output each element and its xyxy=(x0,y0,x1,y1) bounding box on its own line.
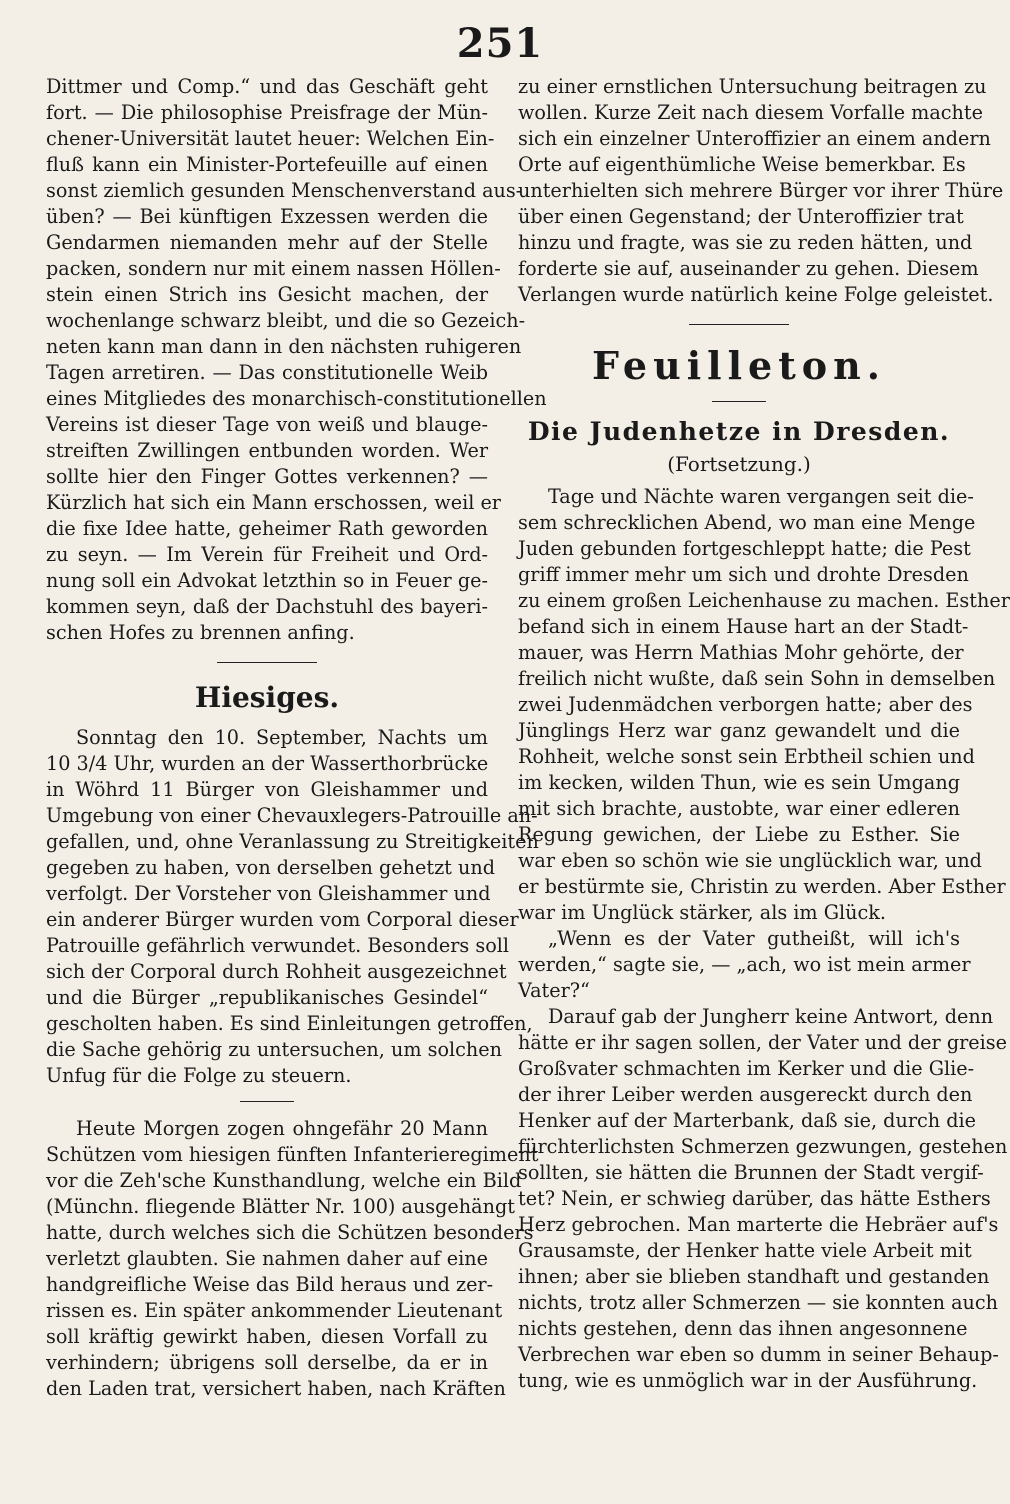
text-line: verletzt glaubten. Sie nahmen daher auf eine xyxy=(46,1247,488,1270)
text-line: nichts, trotz aller Schmerzen — sie konnten auch xyxy=(518,1291,998,1314)
text-line: chener-Universität lautet heuer: Welchen Ein- xyxy=(46,127,495,150)
text-line: sich der Corporal durch Rohheit ausgezeichnet xyxy=(46,960,507,983)
text-line: Darauf gab der Jungherr keine Antwort, denn xyxy=(548,1005,994,1028)
left-paragraph-1 xyxy=(46,74,547,646)
text-line: Jünglings Herz war ganz gewandelt und die xyxy=(518,719,960,742)
text-line: freilich nicht wußte, daß sein Sohn in demselben xyxy=(518,667,996,690)
text-line: üben? — Bei künftigen Exzessen werden die xyxy=(46,205,488,228)
text-line: zwei Judenmädchen verborgen hatte; aber des xyxy=(518,693,973,716)
text-line: Patrouille gefährlich verwundet. Besonders soll xyxy=(46,934,510,957)
text-line: wollen. Kurze Zeit nach diesem Vorfalle machte xyxy=(518,101,983,124)
text-line: hätte er ihr sagen sollen, der Vater und der greise xyxy=(518,1031,1007,1054)
section-heading-hiesiges: Hiesiges. xyxy=(194,681,340,714)
text-line: schen Hofes zu brennen anfing. xyxy=(46,621,355,644)
text-line: Verlangen wurde natürlich keine Folge geleistet. xyxy=(518,283,994,306)
text-line: die fixe Idee hatte, geheimer Rath geworden xyxy=(46,517,488,540)
left-paragraph-3 xyxy=(46,1116,539,1402)
left-column xyxy=(46,74,547,1402)
text-line: Vater?“ xyxy=(518,979,590,1002)
text-line: die Sache gehörig zu untersuchen, um solchen xyxy=(46,1038,502,1061)
text-line: sollte hier den Finger Gottes verkennen? — xyxy=(46,465,488,488)
text-line: tet? Nein, er schwieg darüber, das hätte Esthers xyxy=(518,1187,991,1210)
text-line: Juden gebunden fortgeschleppt hatte; die Pest xyxy=(518,537,971,560)
text-line: sollten, sie hätten die Brunnen der Stadt vergif- xyxy=(518,1161,984,1184)
text-line: gescholten haben. Es sind Einleitungen getroffen, xyxy=(46,1012,533,1035)
text-line: vor die Zeh'sche Kunsthandlung, welche ein Bild xyxy=(46,1169,522,1192)
text-line: packen, sondern nur mit einem nassen Höllen- xyxy=(46,257,501,280)
text-line: Schützen vom hiesigen fünften Infanterieregiment xyxy=(46,1143,539,1166)
text-line: Gendarmen niemanden mehr auf der Stelle xyxy=(46,231,488,254)
right-paragraph-4 xyxy=(518,1004,1008,1394)
text-line: Tage und Nächte waren vergangen seit die- xyxy=(548,485,974,508)
text-line: zu einem großen Leichenhause zu machen. Esther xyxy=(518,589,1010,612)
text-line: werden,“ sagte sie, — „ach, wo ist mein armer xyxy=(518,953,971,976)
text-line: eines Mitgliedes des monarchisch-constitutionellen xyxy=(46,387,547,410)
text-line: nung soll ein Advokat letzthin so in Feuer ge- xyxy=(46,569,488,592)
page-number: 251 xyxy=(456,20,544,67)
text-line: Heute Morgen zogen ohngefähr 20 Mann xyxy=(76,1117,488,1140)
text-line: mauer, was Herrn Mathias Mohr gehörte, der xyxy=(518,641,964,664)
left-paragraph-2 xyxy=(46,725,539,1089)
right-paragraph-2 xyxy=(518,484,1010,926)
text-line: war eben so schön wie sie unglücklich war, und xyxy=(518,849,982,872)
text-line: Vereins ist dieser Tage von weiß und blauge- xyxy=(46,413,488,436)
text-line: über einen Gegenstand; der Unteroffizier trat xyxy=(518,205,964,228)
text-line: Unfug für die Folge zu steuern. xyxy=(46,1064,352,1087)
text-line: verfolgt. Der Vorsteher von Gleishammer und xyxy=(46,882,491,905)
text-line: Verbrechen war eben so dumm in seiner Behaup- xyxy=(518,1343,999,1366)
text-line: der ihrer Leiber werden ausgereckt durch den xyxy=(518,1083,973,1106)
text-line: hinzu und fragte, was sie zu reden hätten, und xyxy=(518,231,973,254)
text-line: Henker auf der Marterbank, daß sie, durch die xyxy=(518,1109,976,1132)
text-line: Orte auf eigenthümliche Weise bemerkbar. Es xyxy=(518,153,966,176)
text-line: nichts gestehen, denn das ihnen angesonnene xyxy=(518,1317,968,1340)
text-line: in Wöhrd 11 Bürger von Gleishammer und xyxy=(46,778,488,801)
text-columns xyxy=(46,74,1010,1402)
text-line: streiften Zwillingen entbunden worden. Wer xyxy=(46,439,488,462)
section-divider xyxy=(689,324,789,325)
text-line: rissen es. Ein später ankommender Lieutenant xyxy=(46,1299,503,1322)
text-line: 10 3/4 Uhr, wurden an der Wasserthorbrücke xyxy=(46,752,489,775)
text-line: kommen seyn, daß der Dachstuhl des bayeri- xyxy=(46,595,488,618)
text-line: griff immer mehr um sich und drohte Dresden xyxy=(518,563,969,586)
right-column xyxy=(518,74,1010,1402)
text-line: wochenlange schwarz bleibt, und die so Gezeich- xyxy=(46,309,526,332)
section-heading-feuilleton: Feuilleton. xyxy=(592,343,886,388)
text-line: gegeben zu haben, von derselben gehetzt und xyxy=(46,856,495,879)
text-line: Rohheit, welche sonst sein Erbtheil schien und xyxy=(518,745,975,768)
right-paragraph-1 xyxy=(518,74,1004,308)
text-line: zu seyn. — Im Verein für Freiheit und Ord- xyxy=(46,543,488,566)
text-line: ihnen; aber sie blieben standhaft und gestanden xyxy=(518,1265,990,1288)
text-line: tung, wie es unmöglich war in der Ausführung. xyxy=(518,1369,978,1392)
text-line: fürchterlichsten Schmerzen gezwungen, gestehen xyxy=(518,1135,1008,1158)
text-line: unterhielten sich mehrere Bürger vor ihrer Thüre xyxy=(518,179,1004,202)
text-line: forderte sie auf, auseinander zu gehen. Diesem xyxy=(518,257,979,280)
text-line: fort. — Die philosophise Preisfrage der Mün- xyxy=(46,101,488,124)
text-line: soll kräftig gewirkt haben, diesen Vorfall zu xyxy=(46,1325,488,1348)
text-line: Tagen arretiren. — Das constitutionelle Weib xyxy=(46,361,488,384)
text-line: ein anderer Bürger wurden vom Corporal dieser xyxy=(46,908,519,931)
text-line: Grausamste, der Henker hatte viele Arbeit mit xyxy=(518,1239,972,1262)
text-line: hatte, durch welches sich die Schützen besonders xyxy=(46,1221,534,1244)
text-line: Umgebung von einer Chevauxlegers-Patrouille an- xyxy=(46,804,538,827)
text-line: fluß kann ein Minister-Portefeuille auf einen xyxy=(46,153,488,176)
text-line: Kürzlich hat sich ein Mann erschossen, weil er xyxy=(46,491,501,514)
text-line: verhindern; übrigens soll derselbe, da er in xyxy=(46,1351,488,1374)
text-line: Dittmer und Comp.“ und das Geschäft geht xyxy=(46,75,488,98)
text-line: Großvater schmachten im Kerker und die Glie- xyxy=(518,1057,975,1080)
text-line: zu einer ernstlichen Untersuchung beitragen zu xyxy=(518,75,987,98)
text-line: war im Unglück stärker, als im Glück. xyxy=(518,901,886,924)
article-title: Die Judenhetze in Dresden. xyxy=(527,417,951,446)
heading-divider xyxy=(712,401,766,402)
text-line: handgreifliche Weise das Bild heraus und zer- xyxy=(46,1273,494,1296)
right-paragraph-3 xyxy=(518,926,971,1004)
text-line: sem schrecklichen Abend, wo man eine Menge xyxy=(518,511,976,534)
text-line: sonst ziemlich gesunden Menschenverstand aus- xyxy=(46,179,523,202)
text-line: den Laden trat, versichert haben, nach Kräften xyxy=(46,1377,506,1400)
text-line: Herz gebrochen. Man marterte die Hebräer auf's xyxy=(518,1213,999,1236)
paragraph-divider xyxy=(240,1101,294,1102)
text-line: sich ein einzelner Unteroffizier an einem andern xyxy=(518,127,991,150)
text-line: Sonntag den 10. September, Nachts um xyxy=(76,726,488,749)
section-divider xyxy=(217,662,317,663)
text-line: befand sich in einem Hause hart an der Stadt- xyxy=(518,615,969,638)
text-line: mit sich brachte, austobte, war einer edleren xyxy=(518,797,960,820)
article-subtitle: (Fortsetzung.) xyxy=(667,452,811,476)
text-line: (Münchn. fliegende Blätter Nr. 100) ausgehängt xyxy=(46,1195,515,1218)
text-line: im kecken, wilden Thun, wie es sein Umgang xyxy=(518,771,960,794)
text-line: er bestürmte sie, Christin zu werden. Aber Esther xyxy=(518,875,1006,898)
text-line: gefallen, und, ohne Veranlassung zu Streitigkeiten xyxy=(46,830,539,853)
text-line: stein einen Strich ins Gesicht machen, der xyxy=(46,283,488,306)
text-line: Regung gewichen, der Liebe zu Esther. Sie xyxy=(518,823,960,846)
text-line: „Wenn es der Vater gutheißt, will ich's xyxy=(548,927,960,950)
text-line: neten kann man dann in den nächsten ruhigeren xyxy=(46,335,522,358)
text-line: und die Bürger „republikanisches Gesindel“ xyxy=(46,986,488,1009)
